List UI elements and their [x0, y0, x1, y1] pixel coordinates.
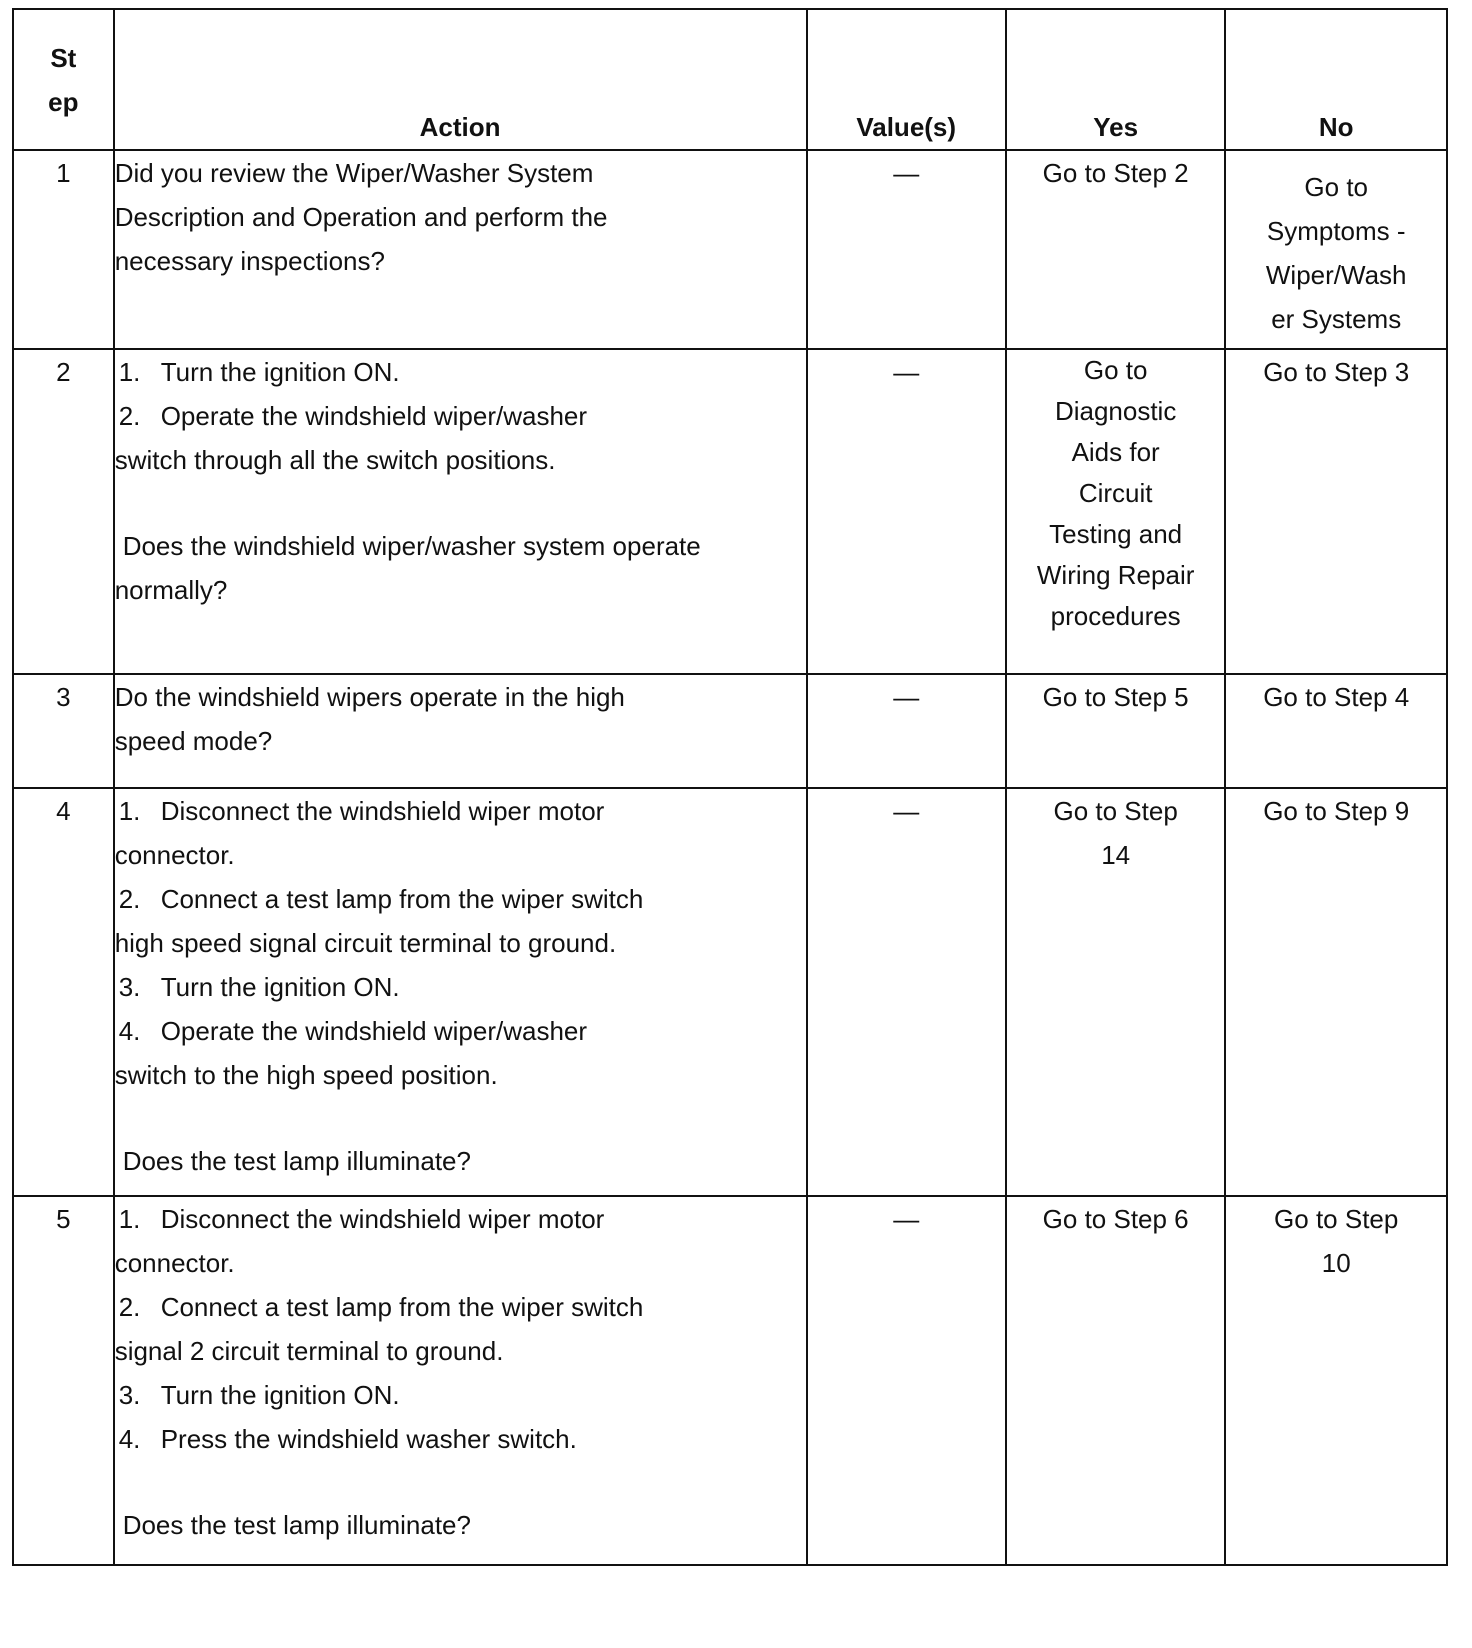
- action-line: Do the windshield wipers operate in the high: [114, 682, 625, 712]
- yes-line: Circuit: [1078, 478, 1153, 508]
- value-cell: —: [807, 150, 1006, 349]
- yes-cell: [1006, 349, 1226, 674]
- value-cell: —: [807, 349, 1006, 674]
- item-text: Operate the windshield wiper/washer: [160, 401, 588, 431]
- item-text: Press the windshield washer switch.: [160, 1424, 577, 1454]
- item-text: Turn the ignition ON.: [160, 1380, 400, 1410]
- action-line: speed mode?: [114, 726, 273, 756]
- yes-line: Go to: [1083, 355, 1148, 385]
- action-line: [115, 1373, 806, 1417]
- header-row: [13, 9, 1447, 150]
- action-line: [115, 394, 806, 438]
- action-line: Did you review the Wiper/Washer System: [114, 158, 594, 188]
- table-row: [13, 1196, 1447, 1565]
- yes-cell: [1006, 150, 1226, 349]
- no-line: Go to Step: [1274, 1204, 1399, 1234]
- action-cell: [114, 674, 807, 788]
- step-number: 5: [13, 1196, 114, 1565]
- item-text: Disconnect the windshield wiper motor: [160, 796, 605, 826]
- action-line: [115, 789, 806, 833]
- yes-line: Aids for: [1071, 437, 1160, 467]
- yes-line: Go to Step 6: [1042, 1204, 1189, 1234]
- item-number: 2.: [118, 401, 141, 431]
- question-line: Does the windshield wiper/washer system operate: [122, 531, 701, 561]
- step-number: 4: [13, 788, 114, 1196]
- item-number: 4.: [118, 1424, 141, 1454]
- action-line: [115, 1285, 806, 1329]
- no-line: Go to Step 4: [1263, 682, 1410, 712]
- no-cell: [1225, 349, 1447, 674]
- value-cell: —: [807, 1196, 1006, 1565]
- header-step-line: ep: [48, 86, 79, 117]
- header-values: Value(s): [807, 9, 1006, 150]
- item-number: 1.: [118, 357, 141, 387]
- table-row: [13, 150, 1447, 349]
- action-line: signal 2 circuit terminal to ground.: [114, 1336, 504, 1366]
- table-row: [13, 349, 1447, 674]
- no-line: Wiper/Wash: [1265, 260, 1407, 290]
- no-cell: [1225, 674, 1447, 788]
- yes-cell: [1006, 1196, 1226, 1565]
- yes-cell: [1006, 674, 1226, 788]
- spacer: [115, 1461, 806, 1503]
- yes-line: 14: [1101, 840, 1131, 870]
- yes-cell: [1006, 788, 1226, 1196]
- item-text: Turn the ignition ON.: [160, 972, 400, 1002]
- item-number: 2.: [118, 1292, 141, 1322]
- step-number: 3: [13, 674, 114, 788]
- item-text: Turn the ignition ON.: [160, 357, 400, 387]
- header-step-line: St: [50, 42, 77, 73]
- item-number: 1.: [118, 1204, 141, 1234]
- no-line: Go to Step 9: [1263, 796, 1410, 826]
- yes-line: Go to Step: [1053, 796, 1178, 826]
- header-action: Action: [114, 9, 807, 150]
- no-line: er Systems: [1271, 304, 1402, 334]
- item-text: Connect a test lamp from the wiper switch: [160, 1292, 644, 1322]
- value-cell: —: [807, 674, 1006, 788]
- spacer: [115, 1097, 806, 1139]
- action-cell: [114, 788, 807, 1196]
- action-cell: [114, 349, 807, 674]
- item-text: Disconnect the windshield wiper motor: [160, 1204, 605, 1234]
- yes-line: Go to Step 2: [1042, 158, 1189, 188]
- no-cell: [1225, 1196, 1447, 1565]
- table-row: [13, 788, 1447, 1196]
- no-line: 10: [1321, 1248, 1351, 1278]
- action-line: Description and Operation and perform the: [114, 202, 608, 232]
- step-number: 1: [13, 150, 114, 349]
- action-line: [115, 1417, 806, 1461]
- yes-line: Testing and: [1049, 519, 1183, 549]
- header-step: [13, 9, 114, 150]
- action-line: [115, 965, 806, 1009]
- action-line: [115, 1009, 806, 1053]
- action-line: switch through all the switch positions.: [114, 445, 556, 475]
- step-number: 2: [13, 349, 114, 674]
- action-line: [115, 350, 806, 394]
- action-line: connector.: [114, 1248, 235, 1278]
- action-line: necessary inspections?: [114, 246, 385, 276]
- no-cell: [1225, 788, 1447, 1196]
- item-number: 4.: [118, 1016, 141, 1046]
- header-yes: Yes: [1006, 9, 1226, 150]
- yes-line: procedures: [1050, 601, 1181, 631]
- no-line: Symptoms -: [1266, 216, 1406, 246]
- item-text: Operate the windshield wiper/washer: [160, 1016, 588, 1046]
- action-line: [115, 1197, 806, 1241]
- table-row: [13, 674, 1447, 788]
- item-number: 3.: [118, 1380, 141, 1410]
- item-text: Connect a test lamp from the wiper switch: [160, 884, 644, 914]
- value-cell: —: [807, 788, 1006, 1196]
- question-line: normally?: [114, 575, 228, 605]
- header-no: No: [1225, 9, 1447, 150]
- action-line: switch to the high speed position.: [114, 1060, 498, 1090]
- spacer: [115, 482, 806, 524]
- action-cell: [114, 150, 807, 349]
- action-line: [115, 877, 806, 921]
- action-line: high speed signal circuit terminal to ground.: [114, 928, 617, 958]
- question-line: Does the test lamp illuminate?: [122, 1146, 471, 1176]
- question-line: Does the test lamp illuminate?: [122, 1510, 471, 1540]
- yes-line: Diagnostic: [1054, 396, 1177, 426]
- no-line: Go to Step 3: [1263, 357, 1410, 387]
- yes-line: Wiring Repair: [1036, 560, 1195, 590]
- item-number: 3.: [118, 972, 141, 1002]
- yes-line: Go to Step 5: [1042, 682, 1189, 712]
- item-number: 1.: [118, 796, 141, 826]
- action-line: connector.: [114, 840, 235, 870]
- action-cell: [114, 1196, 807, 1565]
- no-line: Go to: [1304, 172, 1368, 202]
- diagnostic-table: [12, 8, 1448, 1566]
- item-number: 2.: [118, 884, 141, 914]
- no-cell: [1225, 150, 1447, 349]
